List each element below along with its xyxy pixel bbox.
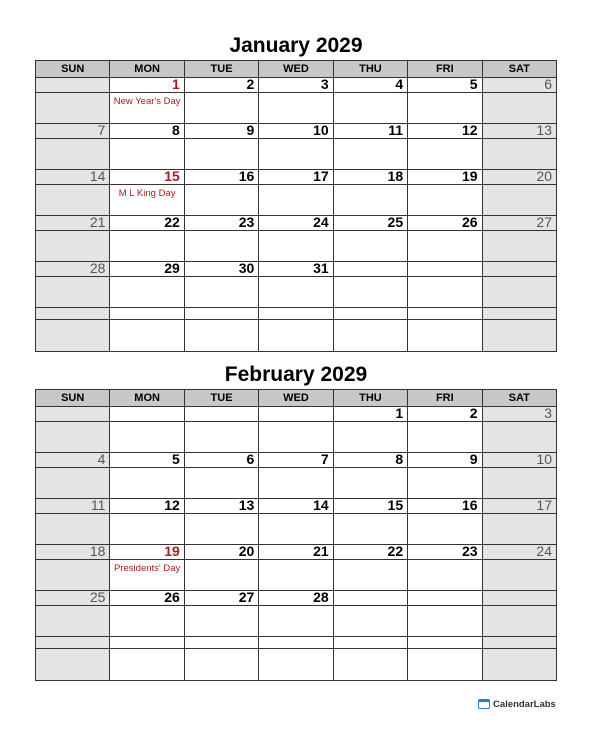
weekday-label: FRI [408,61,482,78]
day-number: 5 [172,451,180,467]
day-notes-cell [333,231,407,262]
day-cell [408,78,482,93]
blank-row [36,637,557,649]
day-notes-cell [408,422,482,453]
empty-cell [408,320,482,352]
day-notes-cell [184,277,258,308]
empty-cell [482,649,556,681]
day-notes-cell [184,560,258,591]
day-number: 29 [164,260,180,276]
day-cell [408,262,482,277]
day-number: 24 [536,543,552,559]
day-cell [36,499,110,514]
week-body-row [36,468,557,499]
day-notes-cell [482,560,556,591]
day-notes-cell [333,139,407,170]
day-notes-cell [110,231,184,262]
day-cell [110,216,184,231]
day-notes-cell [36,560,110,591]
day-number: 7 [97,122,106,138]
day-cell [333,545,407,560]
day-cell [36,545,110,560]
day-cell [184,453,258,468]
empty-cell [408,308,482,320]
day-number: 15 [164,168,180,184]
day-number: 11 [90,497,106,513]
day-notes-cell [184,139,258,170]
day-notes-cell [110,468,184,499]
day-cell [259,545,333,560]
empty-cell [333,637,407,649]
day-cell [408,453,482,468]
day-notes-cell [36,277,110,308]
day-number: 18 [387,168,404,184]
day-notes-cell [482,139,556,170]
day-cell [259,170,333,185]
empty-cell [110,637,184,649]
day-notes-cell [333,422,407,453]
month-title-february: February 2029 [224,363,368,386]
day-cell [110,262,184,277]
day-cell [259,453,333,468]
day-notes-cell [482,277,556,308]
day-number: 7 [320,451,329,467]
day-cell [482,78,556,93]
day-notes-cell [408,185,482,216]
day-cell [110,499,184,514]
day-notes-cell [259,560,333,591]
empty-cell [36,308,110,320]
day-cell [110,78,184,93]
day-cell [110,407,184,422]
day-notes-cell [110,93,184,124]
week-body-row [36,422,557,453]
day-cell [36,170,110,185]
day-cell [36,262,110,277]
day-cell [184,407,258,422]
week-number-row [36,545,557,560]
weekday-header [36,61,557,78]
month-title-january: January 2029 [229,34,363,57]
day-cell [36,453,110,468]
day-notes-cell [184,185,258,216]
day-number: 14 [89,168,106,184]
day-notes-cell [259,606,333,637]
holiday-label: Presidents' Day [114,563,181,574]
empty-cell [110,320,184,352]
day-cell [333,124,407,139]
weekday-label: FRI [408,390,482,407]
day-number: 2 [246,76,255,92]
empty-cell [259,320,333,352]
day-cell [184,124,258,139]
day-notes-cell [408,93,482,124]
day-number: 20 [238,543,255,559]
week-body-row [36,231,557,262]
day-number: 21 [313,543,329,559]
day-number: 9 [469,451,478,467]
day-notes-cell [184,514,258,545]
day-cell [184,545,258,560]
brand-logo [478,696,556,712]
day-cell [110,545,184,560]
week-body-row [36,560,557,591]
empty-cell [184,637,258,649]
day-notes-cell [36,468,110,499]
day-number: 21 [89,214,106,230]
day-notes-cell [184,468,258,499]
day-number: 8 [395,451,404,467]
day-cell [259,407,333,422]
day-number: 16 [461,497,478,513]
day-notes-cell [110,185,184,216]
day-number: 22 [164,214,180,230]
day-number: 28 [313,589,329,605]
day-cell [333,453,407,468]
empty-cell [36,637,110,649]
weekday-label: SAT [482,390,556,407]
weekday-label: SUN [36,390,110,407]
day-number: 25 [387,214,404,230]
day-cell [184,170,258,185]
week-number-row [36,591,557,606]
empty-cell [482,308,556,320]
day-number: 4 [97,451,106,467]
day-cell [110,591,184,606]
day-notes-cell [259,185,333,216]
empty-cell [333,649,407,681]
day-number: 27 [238,589,255,605]
empty-cell [184,308,258,320]
day-number: 13 [238,497,255,513]
day-number: 26 [461,214,478,230]
weekday-label: SAT [482,61,556,78]
day-number: 3 [544,405,552,421]
empty-cell [259,649,333,681]
week-number-row [36,262,557,277]
day-notes-cell [110,277,184,308]
weekday-header-row [36,61,557,78]
day-number: 19 [164,543,180,559]
day-number: 1 [395,405,404,421]
day-notes-cell [36,185,110,216]
day-notes-cell [482,468,556,499]
day-number: 13 [536,122,552,138]
day-notes-cell [36,514,110,545]
blank-row [36,649,557,681]
day-cell [482,499,556,514]
week-body-row [36,277,557,308]
brand-name: CalendarLabs [493,698,556,710]
day-number: 11 [388,122,404,138]
day-cell [333,591,407,606]
weekday-label: MON [110,390,184,407]
day-cell [36,591,110,606]
day-cell [184,78,258,93]
day-cell [184,591,258,606]
day-number: 23 [238,214,255,230]
day-cell [482,170,556,185]
day-cell [482,407,556,422]
day-number: 6 [246,451,255,467]
day-notes-cell [110,606,184,637]
day-cell [408,216,482,231]
weekday-label: THU [333,61,407,78]
day-notes-cell [36,422,110,453]
empty-cell [482,637,556,649]
week-body-row [36,93,557,124]
day-cell [333,262,407,277]
week-body-row [36,185,557,216]
empty-cell [36,649,110,681]
weekday-label: WED [259,390,333,407]
day-notes-cell [482,185,556,216]
empty-cell [36,320,110,352]
day-cell [333,499,407,514]
day-notes-cell [259,422,333,453]
weekday-label: MON [110,61,184,78]
week-number-row [36,407,557,422]
day-notes-cell [333,468,407,499]
day-cell [482,545,556,560]
empty-cell [333,308,407,320]
day-cell [408,545,482,560]
day-notes-cell [333,93,407,124]
day-number: 10 [536,451,552,467]
day-cell [482,262,556,277]
week-body-row [36,139,557,170]
day-notes-cell [333,185,407,216]
day-notes-cell [482,231,556,262]
day-number: 1 [172,76,180,92]
day-notes-cell [184,231,258,262]
week-number-row [36,216,557,231]
blank-row [36,308,557,320]
weekday-header-row [36,390,557,407]
day-number: 24 [313,214,329,230]
day-cell [259,216,333,231]
day-notes-cell [259,231,333,262]
empty-cell [110,308,184,320]
day-notes-cell [36,606,110,637]
day-cell [408,591,482,606]
day-number: 15 [387,497,404,513]
day-number: 8 [172,122,180,138]
day-notes-cell [482,93,556,124]
day-cell [259,499,333,514]
week-number-row [36,170,557,185]
day-cell [110,453,184,468]
day-cell [408,407,482,422]
day-number: 9 [246,122,255,138]
day-notes-cell [482,422,556,453]
day-notes-cell [184,422,258,453]
day-cell [482,453,556,468]
day-cell [482,124,556,139]
holiday-label: New Year's Day [113,96,181,107]
day-number: 4 [395,76,404,92]
day-notes-cell [408,606,482,637]
day-number: 12 [461,122,478,138]
day-number: 19 [461,168,478,184]
day-notes-cell [36,93,110,124]
day-cell [110,124,184,139]
day-notes-cell [110,422,184,453]
day-cell [259,78,333,93]
blank-row [36,320,557,352]
calendar-grid-january [35,60,557,352]
day-number: 27 [536,214,552,230]
day-cell [333,170,407,185]
day-notes-cell [408,277,482,308]
day-notes-cell [482,606,556,637]
day-cell [333,407,407,422]
day-cell [408,499,482,514]
day-notes-cell [184,93,258,124]
day-cell [408,170,482,185]
day-number: 12 [164,497,180,513]
weekday-label: TUE [184,390,258,407]
empty-cell [259,308,333,320]
day-number: 23 [461,543,478,559]
week-body-row [36,606,557,637]
empty-cell [482,320,556,352]
day-cell [259,262,333,277]
week-number-row [36,78,557,93]
day-notes-cell [408,231,482,262]
day-cell [36,216,110,231]
day-notes-cell [259,277,333,308]
day-cell [259,591,333,606]
day-number: 5 [469,76,478,92]
calendar-grid-february [35,389,557,681]
weekday-label: SUN [36,61,110,78]
day-notes-cell [259,514,333,545]
day-cell [110,170,184,185]
day-notes-cell [482,514,556,545]
day-cell [184,262,258,277]
empty-cell [184,649,258,681]
day-number: 31 [313,260,329,276]
day-number: 25 [89,589,106,605]
day-number: 3 [320,76,329,92]
day-notes-cell [333,277,407,308]
day-number: 22 [387,543,404,559]
day-cell [482,216,556,231]
day-notes-cell [110,560,184,591]
day-number: 30 [238,260,255,276]
day-notes-cell [408,514,482,545]
day-cell [482,591,556,606]
weekday-label: WED [259,61,333,78]
day-cell [408,124,482,139]
day-number: 14 [313,497,329,513]
week-number-row [36,124,557,139]
day-cell [184,216,258,231]
empty-cell [259,637,333,649]
day-notes-cell [184,606,258,637]
holiday-label: M L King Day [118,188,176,199]
empty-cell [408,637,482,649]
calendar-icon [478,699,490,709]
day-notes-cell [259,139,333,170]
day-notes-cell [110,514,184,545]
day-number: 6 [544,76,552,92]
day-number: 17 [536,497,552,513]
day-notes-cell [36,231,110,262]
day-number: 16 [238,168,255,184]
day-number: 26 [164,589,180,605]
week-number-row [36,499,557,514]
day-notes-cell [333,514,407,545]
day-number: 28 [89,260,106,276]
day-notes-cell [408,139,482,170]
day-notes-cell [408,468,482,499]
week-number-row [36,453,557,468]
day-cell [184,499,258,514]
day-cell [259,124,333,139]
empty-cell [184,320,258,352]
day-number: 18 [89,543,106,559]
day-number: 17 [313,168,329,184]
day-number: 10 [313,122,329,138]
day-cell [36,407,110,422]
weekday-label: THU [333,390,407,407]
day-notes-cell [333,560,407,591]
day-notes-cell [36,139,110,170]
day-number: 2 [469,405,478,421]
day-notes-cell [408,560,482,591]
empty-cell [408,649,482,681]
day-notes-cell [259,468,333,499]
day-notes-cell [333,606,407,637]
day-cell [333,78,407,93]
empty-cell [333,320,407,352]
weekday-header [36,390,557,407]
day-cell [36,124,110,139]
week-body-row [36,514,557,545]
weekday-label: TUE [184,61,258,78]
day-number: 20 [536,168,552,184]
day-cell [36,78,110,93]
day-notes-cell [110,139,184,170]
day-cell [333,216,407,231]
day-notes-cell [259,93,333,124]
empty-cell [110,649,184,681]
